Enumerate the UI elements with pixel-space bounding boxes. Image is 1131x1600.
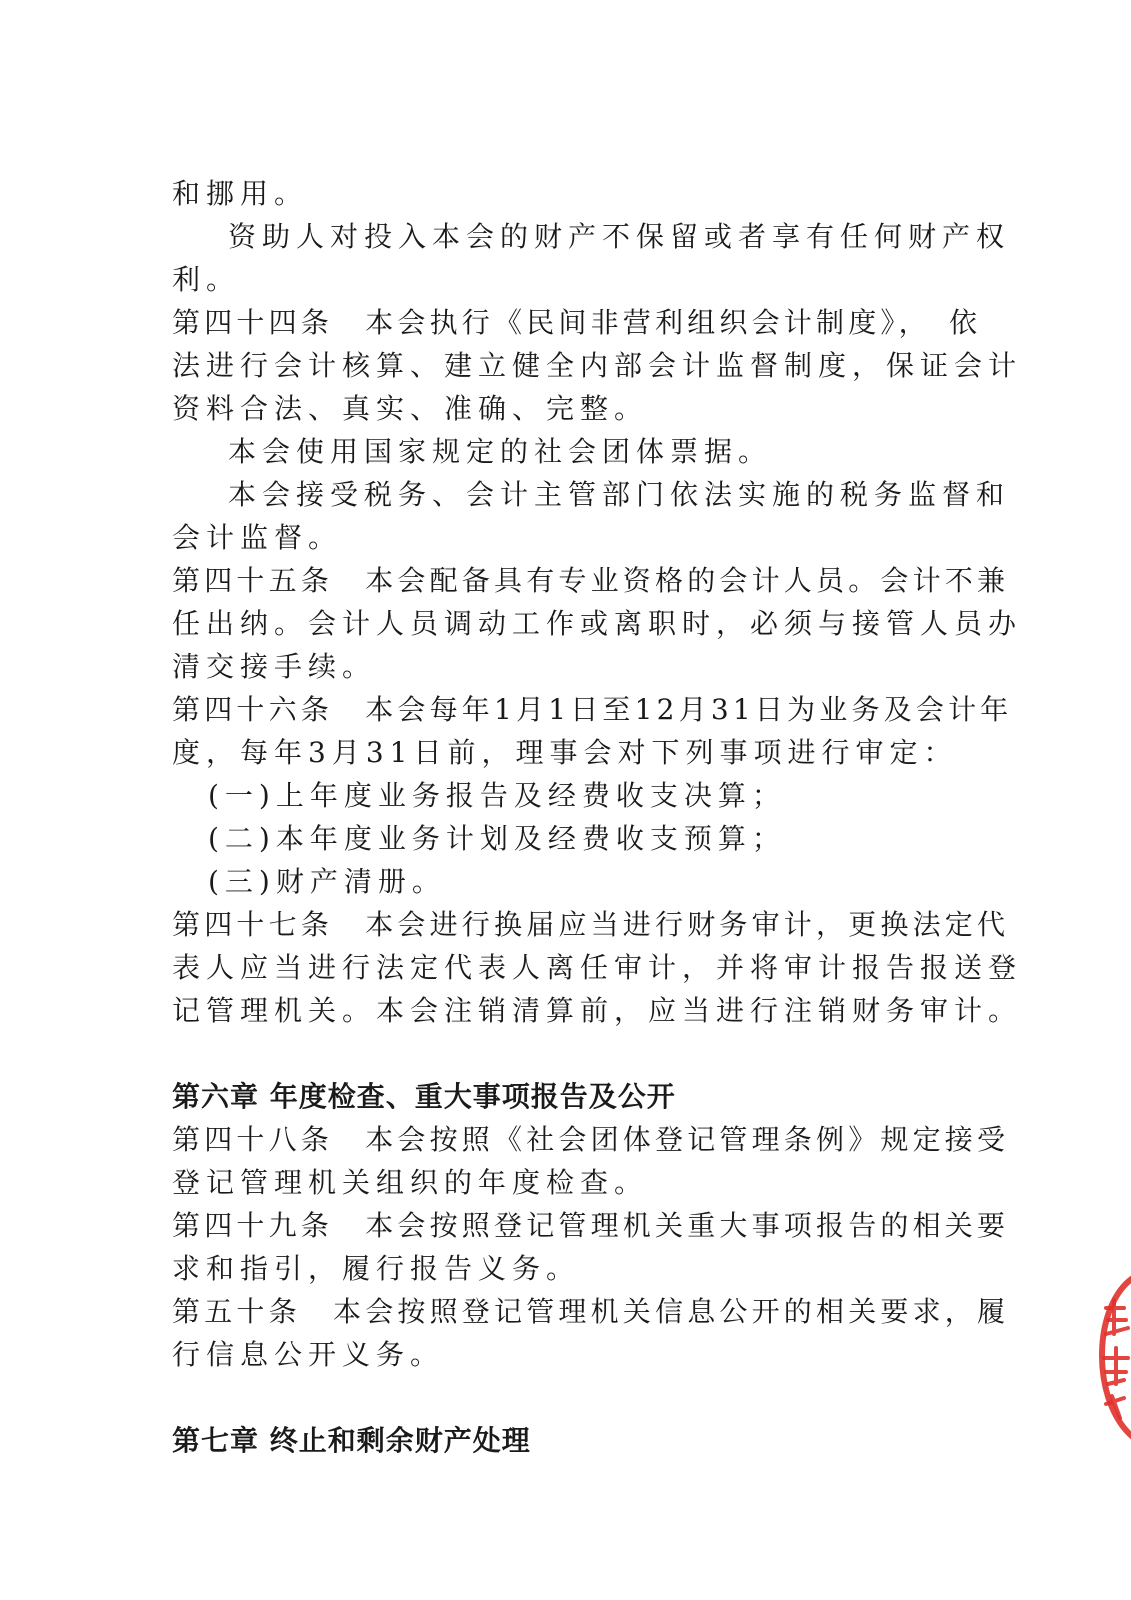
list-item: (三)财产清册。: [208, 865, 446, 898]
chapter-6-heading: 第六章 年度检查、重大事项报告及公开: [172, 1080, 676, 1113]
seal-glyph-fragment: [1104, 1348, 1128, 1384]
article-50-line: 第五十条 本会按照登记管理机关信息公开的相关要求，履: [172, 1295, 1010, 1328]
body-line: 度，每年3月31日前，理事会对下列事项进行审定：: [172, 736, 958, 769]
body-line: 行信息公开义务。: [172, 1338, 445, 1371]
body-line: 和挪用。: [172, 177, 309, 210]
body-line: 清交接手续。: [172, 650, 377, 683]
seal-stamp-icon: [1084, 1272, 1131, 1442]
body-line: 记管理机关。本会注销清算前，应当进行注销财务审计。: [172, 994, 1023, 1027]
body-line: 任出纳。会计人员调动工作或离职时，必须与接管人员办: [172, 607, 1023, 640]
article-47-line: 第四十七条 本会进行换届应当进行财务审计，更换法定代: [172, 908, 1010, 941]
spacer: [172, 1032, 952, 1075]
body-line: 登记管理机关组织的年度检查。: [172, 1166, 649, 1199]
seal-stamp-fragment: [1084, 1272, 1131, 1442]
body-line: 会计监督。: [172, 521, 343, 554]
list-item: (一)上年度业务报告及经费收支决算；: [208, 779, 786, 812]
article-49-line: 第四十九条 本会按照登记管理机关重大事项报告的相关要: [172, 1209, 1010, 1242]
body-line: 表人应当进行法定代表人离任审计，并将审计报告报送登: [172, 951, 1023, 984]
body-line: 求和指引，履行报告义务。: [172, 1252, 581, 1285]
spacer: [172, 1376, 952, 1419]
body-line: 资助人对投入本会的财产不保留或者享有任何财产权: [228, 220, 1011, 253]
list-item: (二)本年度业务计划及经费收支预算；: [208, 822, 786, 855]
body-line: 本会使用国家规定的社会团体票据。: [228, 435, 773, 468]
article-46-line: 第四十六条 本会每年1月1日至12月31日为业务及会计年: [172, 693, 1013, 726]
body-line: 本会接受税务、会计主管部门依法实施的税务监督和: [228, 478, 1011, 511]
body-line: 利。: [172, 263, 241, 296]
body-line: 资料合法、真实、准确、完整。: [172, 392, 649, 425]
document-body: [172, 172, 1023, 1462]
article-44-line: 第四十四条 本会执行《民间非营利组织会计制度》， 依: [172, 306, 982, 339]
body-line: 法进行会计核算、建立健全内部会计监督制度，保证会计: [172, 349, 1023, 382]
article-48-line: 第四十八条 本会按照《社会团体登记管理条例》规定接受: [172, 1123, 1010, 1156]
article-45-line: 第四十五条 本会配备具有专业资格的会计人员。会计不兼: [172, 564, 1010, 597]
chapter-7-heading: 第七章 终止和剩余财产处理: [172, 1424, 531, 1457]
